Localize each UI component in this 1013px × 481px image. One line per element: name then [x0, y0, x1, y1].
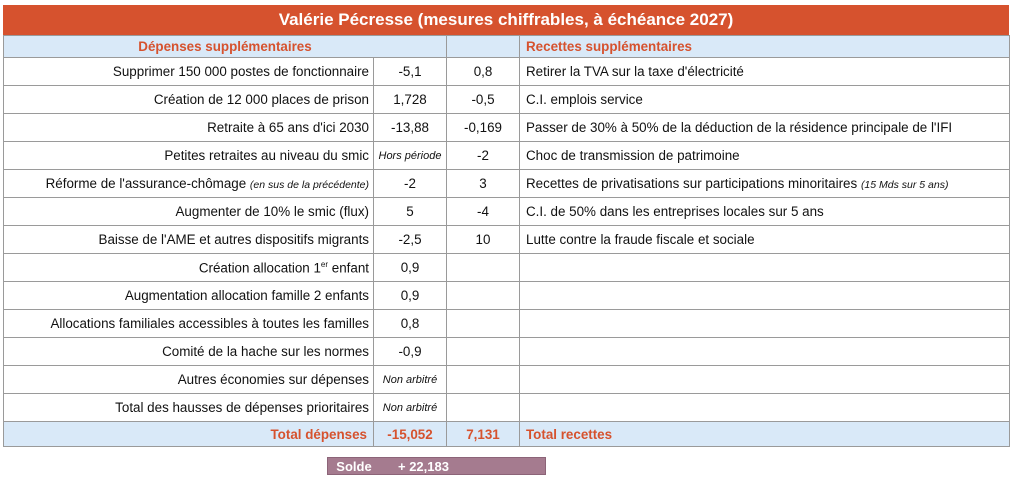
solde-value: + 22,183	[398, 458, 449, 474]
depense-label: Comité de la hache sur les normes	[4, 338, 374, 366]
recette-label	[520, 170, 1010, 198]
depense-label: Supprimer 150 000 postes de fonctionnaire	[4, 58, 374, 86]
depense-label: Augmenter de 10% le smic (flux)	[4, 198, 374, 226]
total-recettes-value: 7,131	[447, 422, 520, 447]
recette-value	[447, 394, 520, 422]
recettes-header: Recettes supplémentaires	[520, 36, 1010, 58]
table-row	[4, 254, 1010, 282]
recette-value	[447, 310, 520, 338]
total-recettes-label: Total recettes	[520, 422, 1010, 447]
recette-label: Choc de transmission de patrimoine	[520, 142, 1010, 170]
table-row	[4, 394, 1010, 422]
depense-label	[4, 170, 374, 198]
solde-label: Solde	[336, 458, 372, 474]
recette-label: Lutte contre la fraude fiscale et sociale	[520, 226, 1010, 254]
depense-label: Autres économies sur dépenses	[4, 366, 374, 394]
depense-label-note: (en sus de la précédente)	[249, 179, 369, 191]
recette-value: -2	[447, 142, 520, 170]
depense-value: Non arbitré	[374, 366, 447, 394]
recette-value: -0,5	[447, 86, 520, 114]
budget-table-container	[3, 5, 1009, 447]
table-row	[4, 58, 1010, 86]
table-row	[4, 114, 1010, 142]
depense-label-post: enfant	[328, 260, 369, 276]
table-row	[4, 310, 1010, 338]
recette-label	[520, 338, 1010, 366]
recette-label	[520, 282, 1010, 310]
recette-value: 3	[447, 170, 520, 198]
recette-label-text: Recettes de privatisations sur participations minoritaires	[526, 176, 858, 191]
depense-value: -5,1	[374, 58, 447, 86]
depense-label-pre: Création allocation 1	[198, 260, 321, 276]
total-depenses-label: Total dépenses	[4, 422, 374, 447]
table-row	[4, 142, 1010, 170]
depense-value: Hors période	[374, 142, 447, 170]
recette-label: Retirer la TVA sur la taxe d'électricité	[520, 58, 1010, 86]
depense-value: -0,9	[374, 338, 447, 366]
header-row	[4, 36, 1010, 58]
header-spacer	[447, 36, 520, 58]
depense-label: Retraite à 65 ans d'ici 2030	[4, 114, 374, 142]
depense-value: 1,728	[374, 86, 447, 114]
recette-label	[520, 254, 1010, 282]
table-title: Valérie Pécresse (mesures chiffrables, à échéance 2027)	[3, 5, 1009, 35]
depense-label-text: Réforme de l'assurance-chômage	[45, 176, 247, 191]
recette-value: -0,169	[447, 114, 520, 142]
depense-value: -2	[374, 170, 447, 198]
recette-value	[447, 282, 520, 310]
recette-label: C.I. emplois service	[520, 86, 1010, 114]
recette-value: -4	[447, 198, 520, 226]
depense-value: -13,88	[374, 114, 447, 142]
depense-value: 0,9	[374, 254, 447, 282]
table-row	[4, 170, 1010, 198]
recette-label: C.I. de 50% dans les entreprises locales sur 5 ans	[520, 198, 1010, 226]
recette-value: 10	[447, 226, 520, 254]
depense-label-sup: er	[320, 259, 329, 269]
depense-label: Baisse de l'AME et autres dispositifs migrants	[4, 226, 374, 254]
recette-label-note: (15 Mds sur 5 ans)	[860, 179, 949, 191]
depense-label: Petites retraites au niveau du smic	[4, 142, 374, 170]
depenses-header: Dépenses supplémentaires	[4, 36, 447, 58]
table-row	[4, 86, 1010, 114]
solde-box	[327, 457, 546, 475]
recette-label: Passer de 30% à 50% de la déduction de la résidence principale de l'IFI	[520, 114, 1010, 142]
table-row	[4, 366, 1010, 394]
depense-value: 0,9	[374, 282, 447, 310]
table-row	[4, 198, 1010, 226]
budget-table	[3, 35, 1010, 447]
totals-row	[4, 422, 1010, 447]
recette-label	[520, 310, 1010, 338]
depense-label: Augmentation allocation famille 2 enfants	[4, 282, 374, 310]
recette-label	[520, 394, 1010, 422]
depense-label	[4, 254, 374, 282]
table-row	[4, 282, 1010, 310]
depense-label: Allocations familiales accessibles à toutes les familles	[4, 310, 374, 338]
recette-value	[447, 366, 520, 394]
total-depenses-value: -15,052	[374, 422, 447, 447]
depense-label: Total des hausses de dépenses prioritaires	[4, 394, 374, 422]
recette-value	[447, 338, 520, 366]
table-row	[4, 226, 1010, 254]
depense-value: 5	[374, 198, 447, 226]
depense-value: Non arbitré	[374, 394, 447, 422]
depense-label: Création de 12 000 places de prison	[4, 86, 374, 114]
depense-value: -2,5	[374, 226, 447, 254]
recette-label	[520, 366, 1010, 394]
depense-value: 0,8	[374, 310, 447, 338]
recette-value	[447, 254, 520, 282]
table-row	[4, 338, 1010, 366]
recette-value: 0,8	[447, 58, 520, 86]
